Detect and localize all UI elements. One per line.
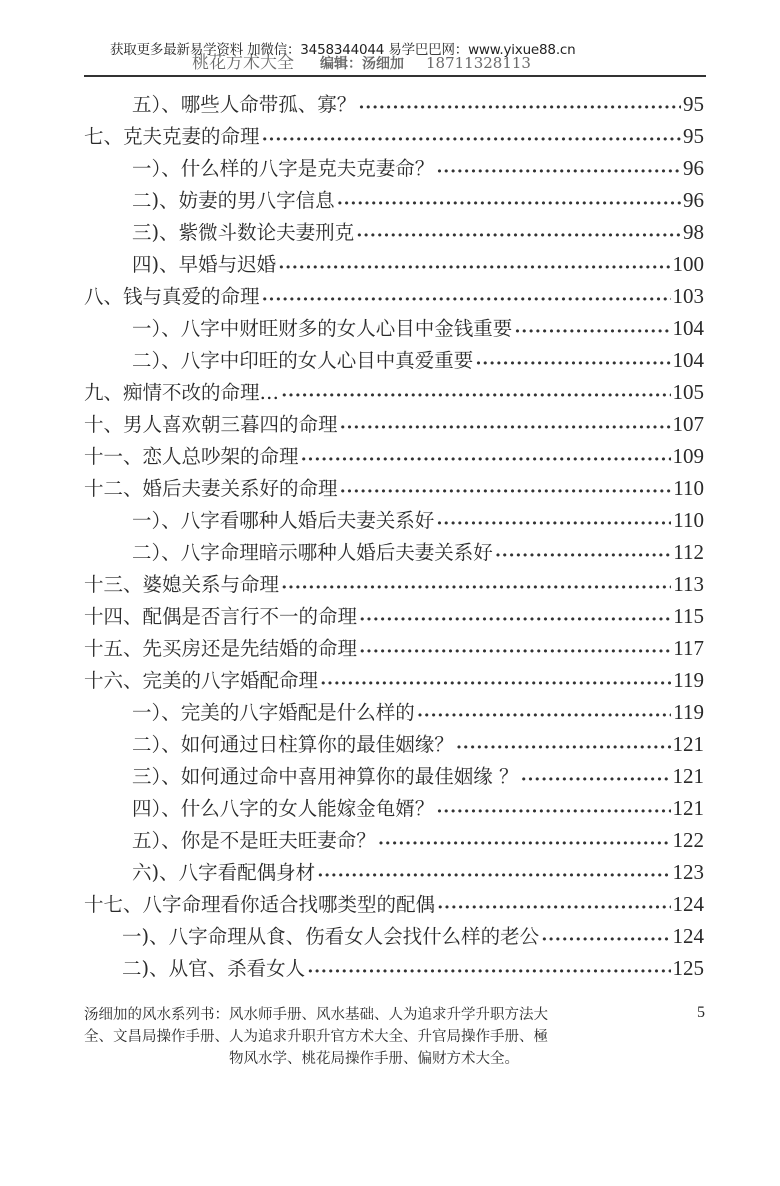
leader-dots (475, 348, 670, 380)
toc-entry-title: 二）、八字中印旺的女人心目中真爱重要 (132, 349, 474, 372)
toc-entry-title: 十四、配偶是否言行不一的命理 (84, 605, 358, 628)
toc-entry[interactable] (84, 440, 704, 472)
toc-entry-title: 十六、完美的八字婚配命理 (84, 669, 319, 692)
leader-dots (495, 540, 672, 572)
toc-entry[interactable] (84, 920, 704, 952)
leader-dots (340, 412, 671, 444)
toc-entry[interactable] (84, 280, 704, 312)
leader-dots (436, 156, 681, 188)
toc-entry-page: 121 (672, 796, 704, 820)
toc-entry-page: 122 (672, 828, 704, 852)
toc-entry-page: 98 (683, 220, 704, 244)
toc-entry-page: 121 (672, 732, 704, 756)
toc-entry[interactable] (84, 568, 704, 600)
leader-dots (317, 860, 670, 892)
toc-entry[interactable] (84, 888, 704, 920)
toc-entry-title: 五）、哪些人命带孤、寡？ (132, 93, 357, 116)
toc-entry[interactable] (84, 408, 704, 440)
toc-entry[interactable] (84, 184, 704, 216)
toc-entry-page: 100 (672, 252, 704, 276)
toc-entry-page: 123 (672, 860, 704, 884)
toc-entry-page: 96 (683, 188, 704, 212)
footer-line-2: 全、文昌局操作手册、人为追求升职升官方术大全、升官局操作手册、極 (84, 1029, 548, 1045)
toc-entry-title: 六)、八字看配偶身材 (132, 861, 316, 884)
book-title: 桃花方术大全 (192, 53, 294, 73)
watermark-text: 获取更多最新易学资料 加微信：3458344044 易学巴巴网：www.yixue88.cn (110, 42, 576, 58)
leader-dots (307, 956, 670, 988)
toc-entry-title: 二)、从官、杀看女人 (122, 957, 306, 980)
toc-entry[interactable] (84, 632, 704, 664)
toc-entry[interactable] (84, 344, 704, 376)
toc-entry[interactable] (84, 120, 704, 152)
page-footer (84, 1004, 724, 1070)
toc-entry-page: 104 (672, 348, 704, 372)
toc-entry-title: 一）、完美的八字婚配是什么样的 (132, 701, 415, 724)
toc-entry-page: 119 (673, 700, 704, 724)
toc-entry-page: 115 (673, 604, 704, 628)
leader-dots (436, 796, 670, 828)
leader-dots (359, 636, 671, 668)
leader-dots (301, 444, 671, 476)
toc-entry[interactable] (84, 600, 704, 632)
toc-entry-page: 125 (672, 956, 704, 980)
page-number: 5 (697, 1004, 705, 1021)
toc-entry[interactable] (84, 824, 704, 856)
toc-entry-page: 121 (672, 764, 704, 788)
leader-dots (281, 572, 671, 604)
toc-entry-title: 十七、八字命理看你适合找哪类型的配偶 (84, 893, 436, 916)
leader-dots (340, 476, 672, 508)
leader-dots (278, 252, 670, 284)
toc-entry-page: 110 (673, 508, 704, 532)
leader-dots (262, 284, 671, 316)
toc-entry-title: 十五、先买房还是先结婚的命理 (84, 637, 358, 660)
toc-entry[interactable] (84, 952, 704, 984)
toc-entry-page: 124 (672, 924, 704, 948)
toc-entry[interactable] (84, 536, 704, 568)
toc-entry-page: 95 (683, 124, 704, 148)
leader-dots (356, 220, 681, 252)
toc-entry-page: 105 (672, 380, 704, 404)
toc-entry-title: 五）、你是不是旺夫旺妻命？ (132, 829, 376, 852)
toc-entry-title: 十一、恋人总吵架的命理 (84, 445, 299, 468)
toc-entry-title: 四）、什么八字的女人能嫁金龟婿？ (132, 797, 435, 820)
toc-entry-title: 二)、妨妻的男八字信息 (132, 189, 335, 212)
header-rule (84, 75, 706, 77)
toc-entry[interactable] (84, 152, 704, 184)
leader-dots (541, 924, 670, 956)
toc-entry[interactable] (84, 248, 704, 280)
toc-entry-page: 110 (673, 476, 704, 500)
toc-entry[interactable] (84, 664, 704, 696)
leader-dots (358, 92, 681, 124)
leader-dots (378, 828, 671, 860)
editor-phone: 18711328113 (426, 54, 531, 72)
toc-entry[interactable] (84, 792, 704, 824)
leader-dots (456, 732, 671, 764)
toc-entry-page: 96 (683, 156, 704, 180)
toc-entry-title: 九、痴情不改的命理… (84, 381, 280, 404)
toc-entry-page: 95 (683, 92, 704, 116)
leader-dots (520, 764, 670, 796)
leader-dots (359, 604, 671, 636)
toc-entry[interactable] (84, 760, 704, 792)
toc-entry[interactable] (84, 856, 704, 888)
leader-dots (514, 316, 670, 348)
toc-entry-title: 四)、早婚与迟婚 (132, 253, 277, 276)
footer-line-3: 物风水学、桃花局操作手册、偏财方术大全。 (229, 1051, 519, 1067)
toc-entry[interactable] (84, 312, 704, 344)
editor-label: 编辑：汤细加 (320, 56, 404, 72)
toc-entry[interactable] (84, 376, 704, 408)
toc-entry-title: 十、男人喜欢朝三暮四的命理 (84, 413, 338, 436)
leader-dots (436, 508, 671, 540)
toc-entry-page: 103 (672, 284, 704, 308)
toc-entry-page: 107 (672, 412, 704, 436)
toc-entry-page: 124 (672, 892, 704, 916)
leader-dots (320, 668, 671, 700)
footer-line-1: 汤细加的风水系列书：风水师手册、风水基础、人为追求升学升职方法大 (84, 1007, 548, 1023)
toc-entry[interactable] (84, 216, 704, 248)
leader-dots (337, 188, 681, 220)
toc-entry[interactable] (84, 728, 704, 760)
toc-entry-title: 一）、八字看哪种人婚后夫妻关系好 (132, 509, 435, 532)
toc-entry[interactable] (84, 696, 704, 728)
toc-entry-title: 三)、紫微斗数论夫妻刑克 (132, 221, 355, 244)
toc-entry[interactable] (84, 472, 704, 504)
toc-entry-title: 一）、什么样的八字是克夫克妻命？ (132, 157, 435, 180)
toc-entry-page: 113 (673, 572, 704, 596)
toc-entry-page: 104 (672, 316, 704, 340)
toc-entry-title: 二）、八字命理暗示哪种人婚后夫妻关系好 (132, 541, 493, 564)
toc-entry-title: 八、钱与真爱的命理 (84, 285, 260, 308)
table-of-contents (84, 88, 704, 984)
toc-entry-title: 二）、如何通过日柱算你的最佳姻缘？ (132, 733, 454, 756)
leader-dots (262, 124, 681, 156)
toc-entry-title: 三）、如何通过命中喜用神算你的最佳姻缘 ？ (132, 765, 519, 788)
toc-entry-title: 一)、八字命理从食、伤看女人会找什么样的老公 (122, 925, 540, 948)
leader-dots (281, 380, 670, 412)
toc-entry-title: 十三、婆媳关系与命理 (84, 573, 280, 596)
toc-entry-page: 117 (673, 636, 704, 660)
toc-entry[interactable] (84, 88, 704, 120)
toc-entry-title: 七、克夫克妻的命理 (84, 125, 260, 148)
faint-bleedthrough-text (300, 6, 500, 20)
toc-entry-page: 109 (672, 444, 704, 468)
toc-entry-title: 一）、八字中财旺财多的女人心目中金钱重要 (132, 317, 513, 340)
leader-dots (417, 700, 672, 732)
toc-entry-page: 112 (673, 540, 704, 564)
leader-dots (437, 892, 670, 924)
toc-entry-page: 119 (673, 668, 704, 692)
toc-entry-title: 十二、婚后夫妻关系好的命理 (84, 477, 338, 500)
toc-entry[interactable] (84, 504, 704, 536)
